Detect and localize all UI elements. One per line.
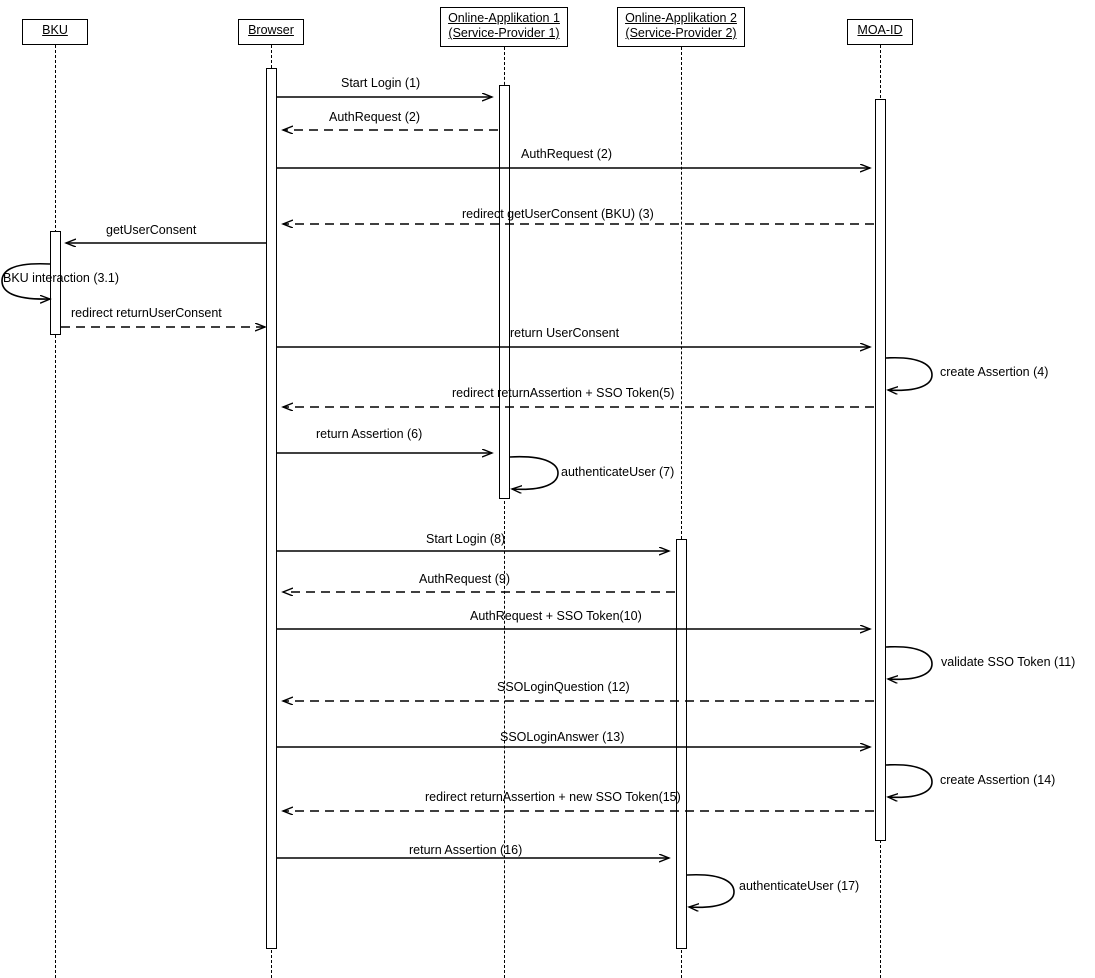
lifeline-label-oa1-line2: (Service-Provider 1)	[448, 26, 560, 40]
message-label-2a: AuthRequest (2)	[329, 110, 421, 124]
message-label-4: create Assertion (4)	[940, 365, 1049, 379]
message-label-3-1: BKU interaction (3.1)	[3, 271, 120, 285]
lifeline-head-moaid	[847, 19, 913, 45]
activation-oa1	[499, 85, 510, 499]
message-label-10: AuthRequest + SSO Token(10)	[470, 609, 642, 623]
lifeline-head-browser	[238, 19, 304, 45]
lifeline-line-bku	[55, 45, 56, 978]
lifeline-label-bku: BKU	[42, 23, 68, 37]
message-label-8: Start Login (8)	[426, 532, 506, 546]
message-label-17: authenticateUser (17)	[739, 879, 860, 893]
lifeline-label-oa1-line1: Online-Applikation 1	[448, 11, 560, 25]
lifeline-head-oa2	[617, 7, 745, 47]
message-label-9: AuthRequest (9)	[419, 572, 511, 586]
lifeline-label-oa2-line2: (Service-Provider 2)	[625, 26, 737, 40]
message-label-5: redirect returnAssertion + SSO Token(5)	[452, 386, 675, 400]
message-label-14: create Assertion (14)	[940, 773, 1056, 787]
activation-oa2	[676, 539, 687, 949]
lifeline-head-bku	[22, 19, 88, 45]
message-label-1: Start Login (1)	[341, 76, 421, 90]
message-label-return-userconsent: return UserConsent	[510, 326, 620, 340]
message-label-16: return Assertion (16)	[409, 843, 523, 857]
lifeline-label-browser: Browser	[248, 23, 294, 37]
lifeline-label-oa2-line1: Online-Applikation 2	[625, 11, 737, 25]
message-label-12: SSOLoginQuestion (12)	[497, 680, 630, 694]
message-label-15: redirect returnAssertion + new SSO Token(15)	[425, 790, 681, 804]
message-label-3: redirect getUserConsent (BKU) (3)	[462, 207, 654, 221]
lifeline-label-moaid: MOA-ID	[857, 23, 903, 37]
message-label-2b: AuthRequest (2)	[521, 147, 613, 161]
message-label-13: SSOLoginAnswer (13)	[500, 730, 625, 744]
message-label-returnuserconsent: redirect returnUserConsent	[71, 306, 222, 320]
message-label-7: authenticateUser (7)	[561, 465, 675, 479]
lifeline-head-oa1	[440, 7, 568, 47]
message-label-6: return Assertion (6)	[316, 427, 423, 441]
activation-moaid	[875, 99, 886, 841]
message-label-11: validate SSO Token (11)	[941, 655, 1076, 669]
message-label-getuserconsent: getUserConsent	[106, 223, 197, 237]
activation-browser	[266, 68, 277, 949]
